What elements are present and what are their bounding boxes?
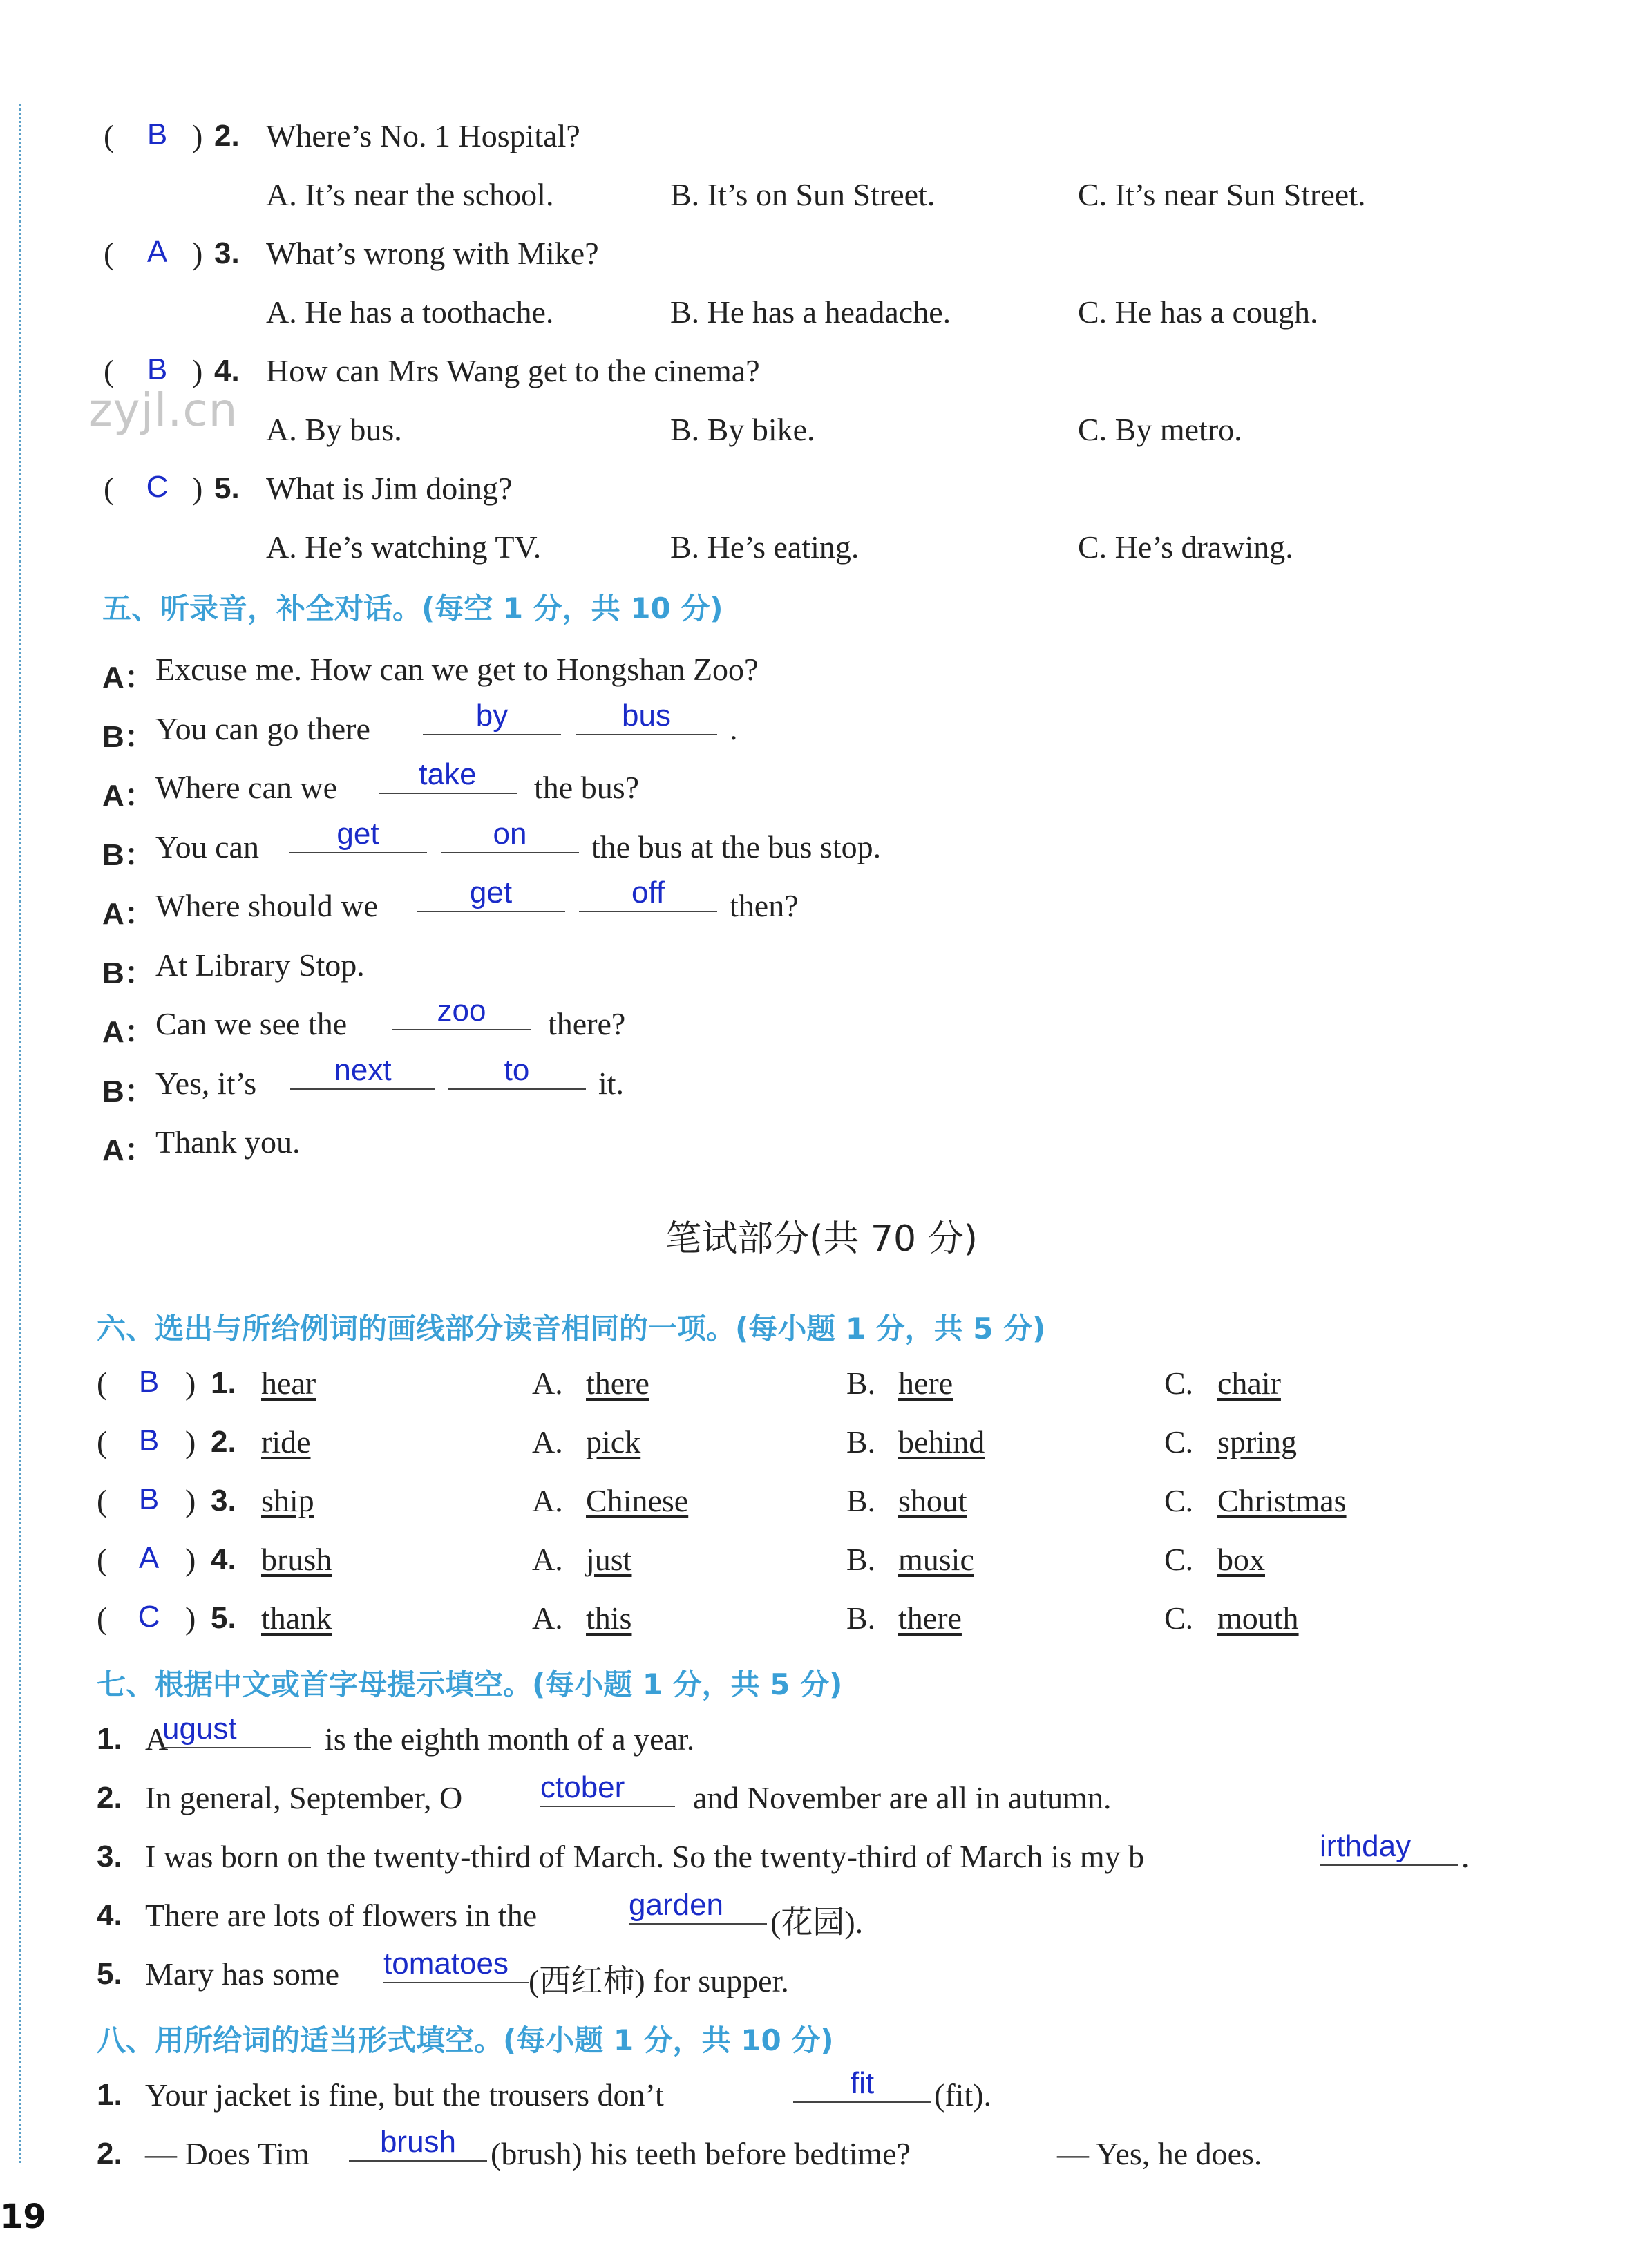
answer-blank: fit [793,2070,931,2103]
speaker-label: A： [102,897,155,931]
question-number: 1. [211,1366,236,1400]
option-a-word: this [586,1600,632,1636]
answer-blank: irthday [1320,1833,1458,1866]
speaker-label: B： [102,1075,155,1108]
option-a: A. It’s near the school. [266,177,554,212]
answer-letter: B [146,352,168,386]
option-b: B. He’s eating. [670,529,860,565]
answer-letter: A [138,1541,160,1575]
answer-paren-open: ( [97,1600,108,1636]
answer-paren-close: ) [185,1542,196,1577]
answer-letter: B [138,1365,160,1399]
question-number: 3. [211,1484,236,1518]
dialogue-text: Where should we [155,888,378,923]
dialogue-blank: zoo [392,997,531,1030]
option-a-word: pick [586,1424,641,1459]
dialogue-blank: bus [576,702,717,735]
answer-paren-open: ( [97,1365,108,1401]
speaker-label: A： [102,1015,155,1049]
speaker-label: B： [102,838,155,872]
sentence-start: Your jacket is fine, but the trousers don’t [145,2077,664,2113]
option-b: B. By bike. [670,412,815,447]
option-c-label: C. [1164,1424,1194,1459]
answer-paren-close: ) [185,1483,196,1518]
option-c-label: C. [1164,1542,1194,1577]
option-b-label: B. [846,1600,876,1636]
sentence-start: — Does Tim [145,2136,310,2171]
answer-letter: A [146,235,168,269]
speaker-label: B： [102,720,155,754]
answer-paren-open: ( [104,471,115,506]
option-c-word: spring [1217,1424,1297,1459]
option-a: A. He’s watching TV. [266,529,542,565]
question-number: 5. [211,1601,236,1635]
option-c-label: C. [1164,1483,1194,1518]
answer-paren-open: ( [104,353,115,388]
option-c-word: chair [1217,1365,1281,1401]
option-c-label: C. [1164,1600,1194,1636]
dialogue-blank: off [579,879,717,912]
dialogue-blank: get [417,879,565,912]
reply-text: — Yes, he does. [1057,2136,1262,2171]
speaker-label: A： [102,779,155,813]
example-word: thank [261,1600,332,1636]
question-text: Where’s No. 1 Hospital? [266,118,580,153]
option-c: C. It’s near Sun Street. [1078,177,1366,212]
written-part-title: 笔试部分(共 70 分) [665,1218,978,1260]
dialogue-blank: to [448,1057,586,1090]
question-number: 5. [97,1957,122,1991]
answer-paren-close: ) [192,471,203,506]
answer-paren-close: ) [192,118,203,153]
dialogue-text: Yes, it’s [155,1066,257,1101]
option-c: C. By metro. [1078,412,1242,447]
question-number: 2. [214,119,240,153]
question-number: 5. [214,471,240,505]
option-a-label: A. [532,1483,563,1518]
dialogue-text: Can we see the [155,1006,348,1041]
sentence-start: Mary has some [145,1956,340,1992]
dialogue-blank: on [441,820,579,853]
option-b: B. It’s on Sun Street. [670,177,936,212]
question-number: 1. [97,2078,122,2112]
question-number: 2. [97,2137,122,2171]
option-a-label: A. [532,1542,563,1577]
section-7-title: 七、根据中文或首字母提示填空。(每小题 1 分，共 5 分) [97,1667,843,1701]
option-c-word: mouth [1217,1600,1299,1636]
speaker-label: B： [102,956,155,990]
example-word: brush [261,1542,332,1577]
sentence-end: and November are all in autumn. [693,1780,1112,1815]
dialogue-text: You can [155,829,259,864]
dialogue-blank: get [289,820,427,853]
speaker-label: A： [102,661,155,694]
question-number: 4. [211,1542,236,1576]
sentence-end: is the eighth month of a year. [325,1721,695,1757]
option-a: A. He has a toothache. [266,294,554,330]
example-word: ship [261,1483,314,1518]
option-c-word: Christmas [1217,1483,1347,1518]
sentence-end: (花园). [770,1905,864,1940]
sentence-start: In general, September, O [145,1780,463,1815]
answer-blank: ctober [540,1774,675,1807]
sentence-start: A [145,1721,169,1757]
option-a-label: A. [532,1424,563,1459]
question-text: What is Jim doing? [266,471,513,506]
dialogue-text: At Library Stop. [155,947,365,983]
answer-paren-close: ) [185,1424,196,1459]
option-b-word: music [898,1542,974,1577]
section-8-title: 八、用所给词的适当形式填空。(每小题 1 分，共 10 分) [97,2023,834,2057]
answer-paren-close: ) [185,1365,196,1401]
sentence-start: There are lots of flowers in the [145,1898,538,1933]
dialogue-text: Thank you. [155,1124,301,1160]
dialogue-text-after: then? [730,888,799,923]
question-number: 2. [97,1781,122,1815]
dialogue-text-after: the bus? [534,770,640,805]
dialogue-blank: take [379,761,517,794]
dialogue-blank: by [423,702,561,735]
answer-paren-close: ) [192,353,203,388]
dialogue-text: You can go there [155,711,370,746]
answer-paren-close: ) [185,1600,196,1636]
answer-letter: B [138,1482,160,1516]
answer-paren-open: ( [97,1483,108,1518]
answer-paren-open: ( [104,236,115,271]
question-number: 3. [97,1840,122,1873]
example-word: ride [261,1424,311,1459]
sentence-start: I was born on the twenty-third of March. So the twenty-third of March is my b [145,1839,1145,1874]
question-number: 4. [214,354,240,388]
option-c-word: box [1217,1542,1265,1577]
answer-paren-open: ( [97,1424,108,1459]
speaker-label: A： [102,1133,155,1167]
option-b-word: here [898,1365,953,1401]
dialogue-text-after: there? [548,1006,626,1041]
option-a: A. By bus. [266,412,402,447]
option-b: B. He has a headache. [670,294,951,330]
answer-paren-open: ( [104,118,115,153]
answer-letter: B [138,1424,160,1457]
option-a-word: Chinese [586,1483,689,1518]
dialogue-text-after: . [730,711,738,746]
answer-letter: C [146,470,169,504]
answer-blank: ugust [162,1715,311,1748]
option-a-word: there [586,1365,649,1401]
option-a-label: A. [532,1365,563,1401]
section-6-title: 六、选出与所给例词的画线部分读音相同的一项。(每小题 1 分，共 5 分) [97,1312,1046,1345]
option-c: C. He has a cough. [1078,294,1318,330]
example-word: hear [261,1365,316,1401]
answer-letter: B [146,117,168,151]
question-number: 3. [214,236,240,270]
option-b-label: B. [846,1365,876,1401]
option-b-word: shout [898,1483,967,1518]
option-a-label: A. [532,1600,563,1636]
dialogue-text-after: it. [598,1066,625,1101]
answer-blank: garden [629,1891,767,1925]
answer-paren-close: ) [192,236,203,271]
question-number: 2. [211,1425,236,1459]
dialogue-text: Excuse me. How can we get to Hongshan Zoo? [155,652,759,687]
sentence-end: (fit). [934,2077,992,2113]
answer-blank: tomatoes [383,1950,529,1983]
option-b-label: B. [846,1424,876,1459]
margin-dotted-line [19,104,21,2163]
question-text: What’s wrong with Mike? [266,236,599,271]
question-number: 4. [97,1898,122,1932]
option-c-label: C. [1164,1365,1194,1401]
page-number: 19 [0,2198,46,2236]
option-a-word: just [586,1542,632,1577]
option-b-word: behind [898,1424,985,1459]
watermark: zyjl.cn [88,384,238,437]
dialogue-blank: next [290,1057,435,1090]
section-5-title: 五、听录音，补全对话。(每空 1 分，共 10 分) [102,592,723,625]
question-number: 1. [97,1722,122,1756]
option-b-word: there [898,1600,962,1636]
option-b-label: B. [846,1483,876,1518]
dialogue-text-after: the bus at the bus stop. [591,829,882,864]
question-text: How can Mrs Wang get to the cinema? [266,353,760,388]
option-b-label: B. [846,1542,876,1577]
sentence-end: . [1461,1839,1470,1874]
option-c: C. He’s drawing. [1078,529,1293,565]
dialogue-text: Where can we [155,770,338,805]
sentence-end: (brush) his teeth before bedtime? [491,2136,911,2171]
answer-paren-open: ( [97,1542,108,1577]
sentence-end: (西红柿) for supper. [529,1963,789,1998]
answer-blank: brush [349,2128,487,2162]
answer-letter: C [137,1600,160,1634]
